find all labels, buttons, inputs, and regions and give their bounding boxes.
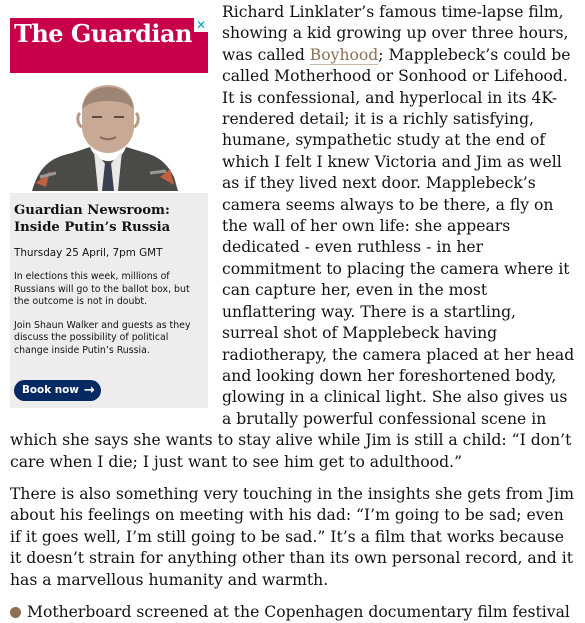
caption-text: Motherboard screened at the Copenhagen documentary film festival: [27, 602, 570, 621]
portrait-illustration: [10, 73, 208, 193]
ad-text-block: [14, 203, 202, 358]
ad-body-2: Join Shaun Walker and guests as they discuss the possibility of political change inside Putin’s Russia.: [14, 319, 191, 356]
paragraph-1-text-b: ; Mapplebeck’s could be called Motherhood or Sonhood or Lifehood. It is confessional, and hyperlocal in its 4K-rendered detail; it is a richly satisfying, humane, sympathetic study at the end of which I felt I knew Victoria and Jim as well as if they lived next door. Mapplebeck’s camera seems always to be there, a fly on the wall of her own life: she appears dedicated - even ruthless - in her commitment to placing the camera where it can capture her, even in the most unflattering way. There is a startling, surreal shot of Mapplebeck having radiotherapy, the camera placed at her head and looking down her foreshortened body, glowing in a clinical light. She also gives us a brutally powerful confessional scene in which she says she wants to stay alive while Jim is still a child: “I don’t care when I die; I just want to see him get to adulthood.”: [10, 45, 575, 471]
ad-headline[interactable]: Guardian Newsroom: Inside Putin’s Russia: [14, 203, 171, 235]
ad-close-icon[interactable]: ✕: [195, 18, 207, 32]
book-now-label: Book now: [22, 383, 79, 396]
guardian-logo[interactable]: [10, 18, 208, 73]
guardian-logo-text: The Guardian: [14, 19, 192, 48]
book-now-button[interactable]: [14, 380, 101, 401]
arrow-right-icon: →: [83, 383, 95, 398]
caption-bullet-icon: [10, 607, 21, 618]
ad-date: Thursday 25 April, 7pm GMT: [14, 247, 163, 259]
paragraph-1-text-a: Richard Linklater’s famous time-lapse film, showing a kid growing up over three hours, was called: [222, 3, 569, 64]
article-body: [10, 2, 575, 623]
ad-portrait-image: [10, 73, 208, 193]
article-paragraph-2: There is also something very touching in the insights she gets from Jim about his feelings on meeting with his dad: “I’m going to be sad; even if it goes well, I’m still going to be sad.” It’s a film that works because it doesn’t strain for anything other than its own personal record, and it has a marvellous humanity and warmth.: [10, 484, 575, 589]
advertisement[interactable]: [10, 18, 208, 408]
boyhood-link[interactable]: Boyhood: [309, 45, 379, 64]
image-caption: [10, 602, 575, 623]
ad-body-1: In elections this week, millions of Russians will go to the ballot box, but the outcome is not in doubt.: [14, 271, 190, 308]
